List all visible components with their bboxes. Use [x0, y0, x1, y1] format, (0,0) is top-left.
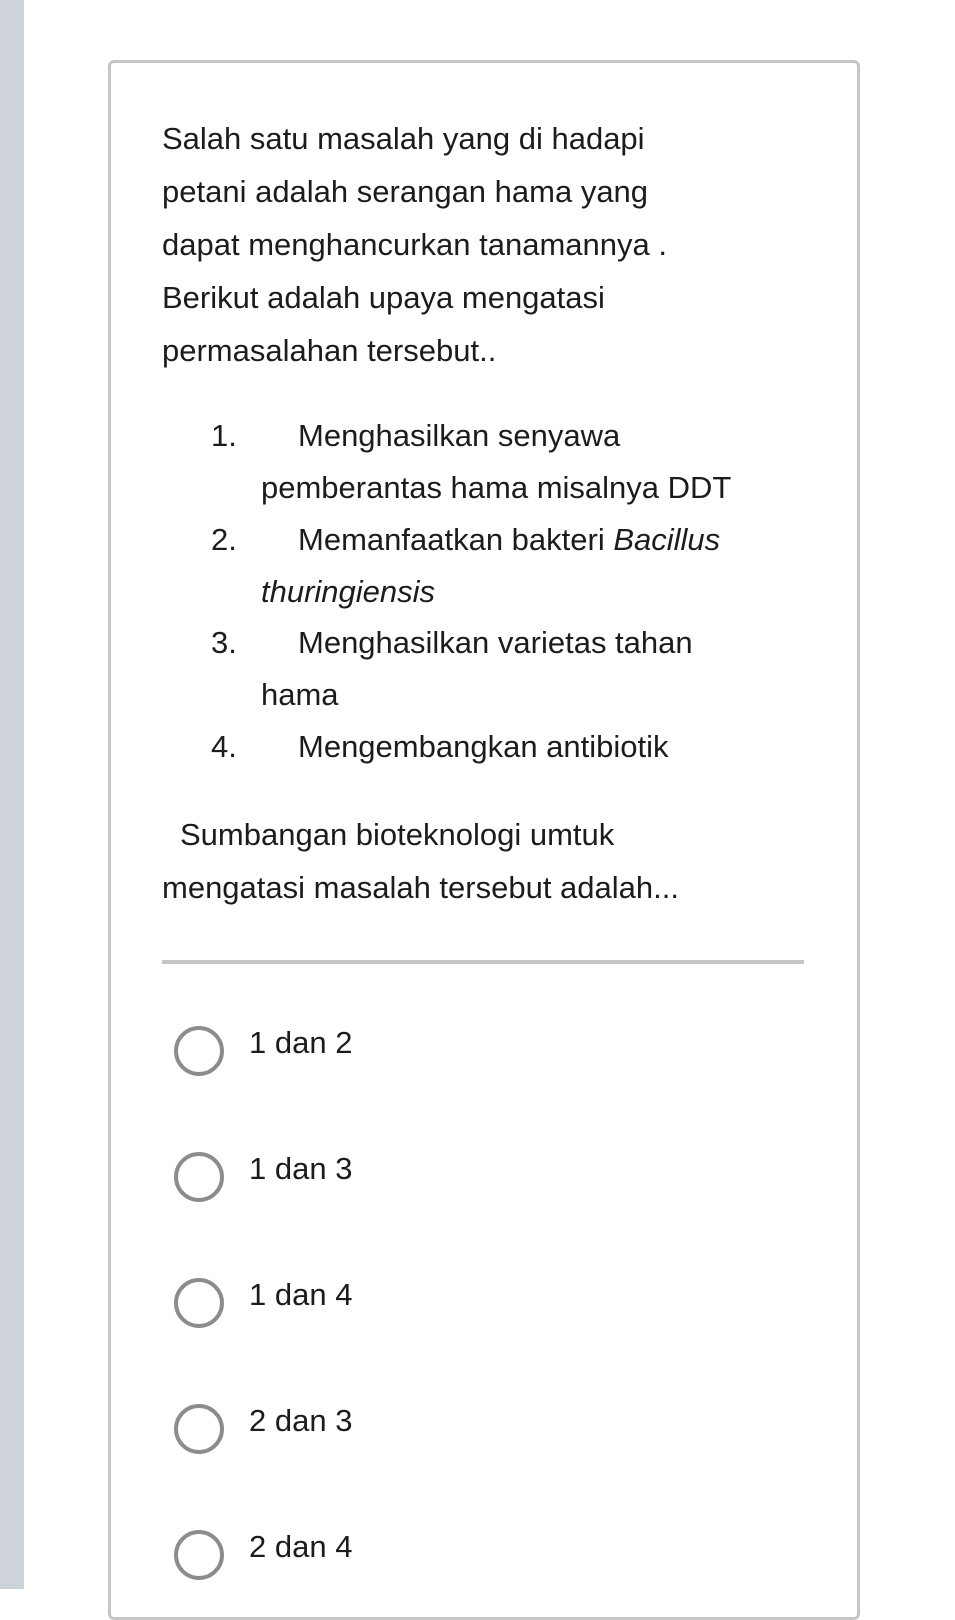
list-item-number: 3.: [211, 625, 237, 660]
list-item-text: thuringiensis: [261, 574, 436, 609]
intro-line: permasalahan tersebut..: [162, 333, 497, 368]
list-item-text: hama: [261, 677, 339, 712]
list-item-text: [298, 514, 720, 566]
list-item-number: 4.: [211, 729, 237, 764]
option-label: 2 dan 3: [249, 1403, 353, 1438]
radio-button[interactable]: [174, 1278, 224, 1328]
answer-option[interactable]: [170, 1526, 570, 1586]
intro-line: Berikut adalah upaya mengatasi: [162, 280, 605, 315]
option-label: 2 dan 4: [249, 1529, 353, 1564]
list-item-text: Mengembangkan antibiotik: [298, 729, 669, 764]
prompt-line: Sumbangan bioteknologi umtuk: [180, 817, 615, 852]
intro-line: dapat menghancurkan tanamannya .: [162, 227, 667, 262]
intro-line: Salah satu masalah yang di hadapi: [162, 121, 645, 156]
intro-line: petani adalah serangan hama yang: [162, 174, 649, 209]
answer-divider: [162, 960, 804, 964]
answer-option[interactable]: [170, 1274, 570, 1334]
answer-option[interactable]: [170, 1148, 570, 1208]
list-item-number: 2.: [211, 522, 237, 557]
list-item-text: pemberantas hama misalnya DDT: [261, 470, 732, 505]
radio-button[interactable]: [174, 1404, 224, 1454]
option-label: 1 dan 3: [249, 1151, 353, 1186]
option-label: 1 dan 4: [249, 1277, 353, 1312]
question-intro: [162, 112, 802, 377]
prompt-line: mengatasi masalah tersebut adalah...: [162, 870, 679, 905]
option-label: 1 dan 2: [249, 1025, 353, 1060]
side-strip: [0, 0, 24, 1589]
list-item-text-italic: Bacillus: [613, 522, 721, 557]
radio-button[interactable]: [174, 1152, 224, 1202]
list-item-text: Menghasilkan senyawa: [298, 418, 621, 453]
list-item-text: Menghasilkan varietas tahan: [298, 625, 693, 660]
answer-option[interactable]: [170, 1022, 570, 1082]
radio-button[interactable]: [174, 1530, 224, 1580]
list-item-text-plain: Memanfaatkan bakteri: [298, 522, 614, 557]
radio-button[interactable]: [174, 1026, 224, 1076]
list-item-number: 1.: [211, 418, 237, 453]
question-prompt: [162, 808, 802, 914]
answer-option[interactable]: [170, 1400, 570, 1460]
